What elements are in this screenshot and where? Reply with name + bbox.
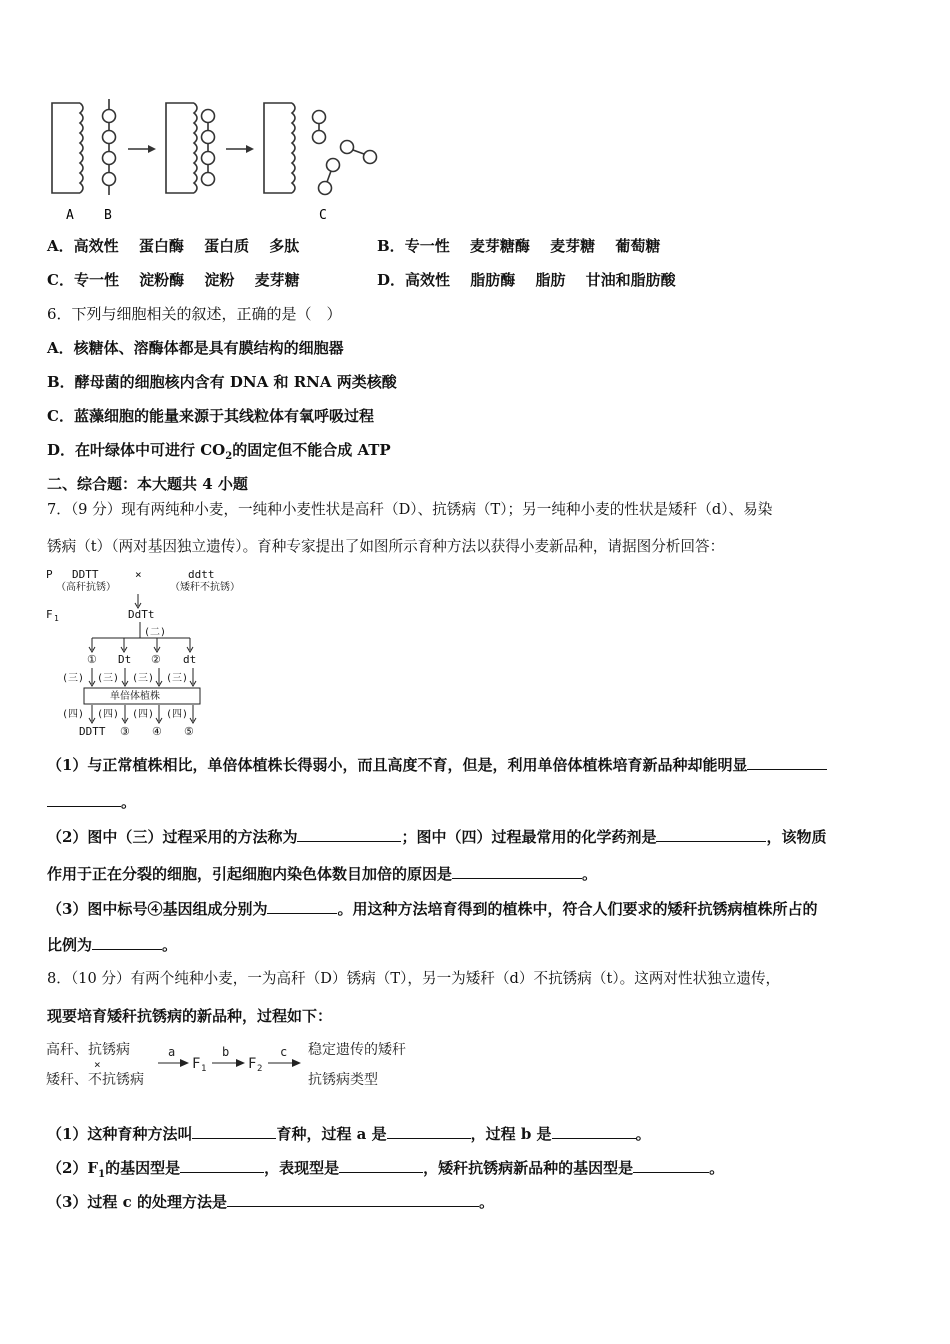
option-key: C．	[47, 271, 74, 289]
label-f1: F	[46, 608, 53, 621]
answer-blank[interactable]	[227, 1192, 479, 1207]
q7-sub1-cont	[47, 792, 136, 812]
gamete: ①	[87, 653, 97, 666]
product-unit	[313, 131, 326, 144]
text: （1）这种育种方法叫	[47, 1125, 193, 1143]
arrow	[180, 1059, 189, 1067]
product-unit	[364, 151, 377, 164]
label-b: B	[104, 208, 112, 223]
q7-sub2	[47, 827, 826, 847]
result: DDTT	[79, 725, 106, 738]
answer-blank[interactable]	[633, 1158, 709, 1173]
text: 。	[479, 1193, 495, 1211]
product-unit	[341, 141, 354, 154]
parent1-genotype: DDTT	[72, 568, 99, 581]
answer-blank[interactable]	[192, 1124, 276, 1139]
label-a: A	[66, 208, 74, 223]
result: ③	[120, 725, 130, 738]
f2-label: F	[248, 1056, 257, 1072]
step-3-label: (三)	[132, 673, 155, 684]
text: ，该物质	[766, 828, 827, 846]
q5-option-b	[377, 236, 660, 256]
parent1-note: （高秆抗锈）	[56, 582, 116, 593]
answer-blank[interactable]	[656, 827, 766, 842]
step-c-label: c	[280, 1045, 288, 1059]
arrow	[236, 1059, 245, 1067]
cross-symbol: ×	[94, 1058, 101, 1071]
arrow	[292, 1059, 301, 1067]
parent2-genotype: ddtt	[188, 568, 215, 581]
subscript: 1	[201, 1064, 207, 1074]
text: 。	[709, 1159, 725, 1177]
breeding-flow-diagram	[44, 1034, 444, 1094]
text: D．在叶绿体中可进行 CO	[47, 441, 226, 459]
enzyme-body-3	[264, 103, 292, 193]
text: （2）F	[47, 1159, 99, 1177]
q7-stem-line2: 锈病（t）（两对基因独立遗传）。育种专家提出了如图所示育种方法以获得小麦新品种，请据图分析回答：	[47, 538, 725, 555]
answer-blank[interactable]	[297, 827, 401, 842]
text: ，表现型是	[264, 1159, 340, 1177]
answer-blank[interactable]	[387, 1124, 471, 1139]
parent2-note: （矮秆不抗锈）	[170, 582, 240, 593]
enzyme-site-1	[80, 103, 83, 193]
q8-sub3	[47, 1192, 494, 1212]
text: （3）过程 c 的处理方法是	[47, 1193, 228, 1211]
substrate-unit	[202, 131, 215, 144]
step-4-label: (四)	[97, 709, 120, 720]
text: 作用于正在分裂的细胞，引起细胞内染色体数目加倍的原因是	[47, 865, 453, 883]
answer-blank[interactable]	[47, 792, 121, 807]
section-title: 二、综合题：本大题共 4 小题	[47, 475, 248, 493]
option-key: D．	[377, 271, 406, 289]
q7-sub3	[47, 899, 817, 919]
answer-blank[interactable]	[92, 935, 162, 950]
q8-stem-line2: 现要培育矮秆抗锈病的新品种，过程如下：	[47, 1007, 333, 1025]
step-2-label: (二)	[144, 627, 167, 638]
result: ⑤	[184, 725, 194, 738]
f1-label: F	[192, 1056, 201, 1072]
q7-sub1	[47, 755, 827, 775]
text: 。	[162, 936, 178, 954]
q7-stem-line1: 7．（9 分）现有两纯种小麦，一纯种小麦性状是高秆（D）、抗锈病（T）；另一纯种小麦的性状是矮秆（d）、易染	[47, 501, 773, 518]
subscript: 2	[257, 1064, 263, 1074]
subscript: 2	[225, 451, 233, 462]
text: 的固定但不能合成 ATP	[232, 441, 391, 459]
q5-option-c	[47, 270, 300, 290]
substrate-unit	[103, 173, 116, 186]
option-text: 专一性 麦芽糖酶 麦芽糖 葡萄糖	[404, 237, 661, 255]
q6-option-a: A．核糖体、溶酶体都是具有膜结构的细胞器	[47, 339, 344, 357]
option-key: B．	[377, 237, 405, 255]
text: 。	[121, 793, 137, 811]
text: ，矮秆抗锈病新品种的基因型是	[423, 1159, 634, 1177]
q8-stem-line1: 8．（10 分）有两个纯种小麦，一为高秆（D）锈病（T），另一为矮秆（d）不抗锈病（t）。这两对性状独立遗传，	[47, 970, 781, 987]
f1-genotype: DdTt	[128, 608, 155, 621]
answer-blank[interactable]	[552, 1124, 636, 1139]
result: ④	[152, 725, 162, 738]
option-text: 高效性 蛋白酶 蛋白质 多肽	[73, 237, 300, 255]
step-4-label: (四)	[166, 709, 189, 720]
step-4-label: (四)	[62, 709, 85, 720]
subscript: 1	[98, 1169, 106, 1180]
substrate-unit	[202, 173, 215, 186]
q8-sub2	[47, 1158, 724, 1185]
text: （3）图中标号④基因组成分别为	[47, 900, 268, 918]
step-3-label: (三)	[97, 673, 120, 684]
enzyme-body-1	[52, 103, 80, 193]
text: 。	[635, 1125, 651, 1143]
text: ，过程 b 是	[470, 1125, 552, 1143]
q6-option-d	[47, 440, 391, 467]
q5-option-a	[47, 236, 299, 256]
substrate-unit	[103, 110, 116, 123]
text: 的基因型是	[105, 1159, 181, 1177]
parent1-text: 高秆、抗锈病	[46, 1042, 130, 1058]
option-text: 高效性 脂肪酶 脂肪 甘油和脂肪酸	[405, 271, 676, 289]
product-unit	[319, 182, 332, 195]
step-3-label: (三)	[62, 673, 85, 684]
substrate-unit	[103, 152, 116, 165]
gamete: dt	[183, 653, 197, 666]
text: 。用这种方法培育得到的植株中，符合人们要求的矮秆抗锈病植株所占的	[337, 900, 818, 918]
answer-blank[interactable]	[452, 864, 582, 879]
breeding-diagram	[42, 564, 272, 744]
answer-blank[interactable]	[267, 899, 337, 914]
substrate-unit	[202, 110, 215, 123]
option-key: A．	[47, 237, 74, 255]
step-4-label: (四)	[132, 709, 155, 720]
label-c: C	[319, 208, 327, 223]
product-unit	[327, 159, 340, 172]
text: （1）与正常植株相比，单倍体植株长得弱小，而且高度不育，但是，利用单倍体植株培育新品种却能明显	[47, 756, 748, 774]
step-3-label: (三)	[166, 673, 189, 684]
q6-option-b: B．酵母菌的细胞核内含有 DNA 和 RNA 两类核酸	[47, 373, 397, 391]
result-text: 抗锈病类型	[308, 1072, 378, 1088]
step-a-label: a	[168, 1045, 176, 1059]
q8-sub1	[47, 1124, 651, 1144]
enzyme-body-2	[166, 103, 194, 193]
substrate-unit	[103, 131, 116, 144]
text: 。	[582, 865, 598, 883]
product-unit	[313, 111, 326, 124]
answer-blank[interactable]	[339, 1158, 423, 1173]
substrate-unit	[202, 152, 215, 165]
q7-sub2-cont	[47, 864, 597, 884]
text: 比例为	[47, 936, 93, 954]
parent2-text: 矮秆、不抗锈病	[46, 1072, 144, 1088]
q7-sub3-cont	[47, 935, 177, 955]
step-b-label: b	[222, 1045, 230, 1059]
text: （2）图中（三）过程采用的方法称为	[47, 828, 298, 846]
enzyme-diagram	[44, 95, 389, 225]
text: ；图中（四）过程最常用的化学药剂是	[401, 828, 657, 846]
option-text: 专一性 淀粉酶 淀粉 麦芽糖	[73, 271, 300, 289]
q6-option-c: C．蓝藻细胞的能量来源于其线粒体有氧呼吸过程	[47, 407, 374, 425]
label-p: P	[46, 568, 53, 581]
answer-blank[interactable]	[747, 755, 827, 770]
cross-symbol: ×	[135, 568, 142, 581]
subscript: 1	[54, 614, 59, 623]
q6-stem: 6．下列与细胞相关的叙述，正确的是（ ）	[47, 305, 342, 323]
answer-blank[interactable]	[180, 1158, 264, 1173]
gamete: ②	[151, 653, 161, 666]
gamete: Dt	[118, 653, 132, 666]
text: 育种，过程 a 是	[276, 1125, 387, 1143]
haploid-box-label: 单倍体植株	[110, 691, 160, 702]
q5-option-d	[377, 270, 676, 290]
result-text: 稳定遗传的矮秆	[308, 1042, 406, 1058]
